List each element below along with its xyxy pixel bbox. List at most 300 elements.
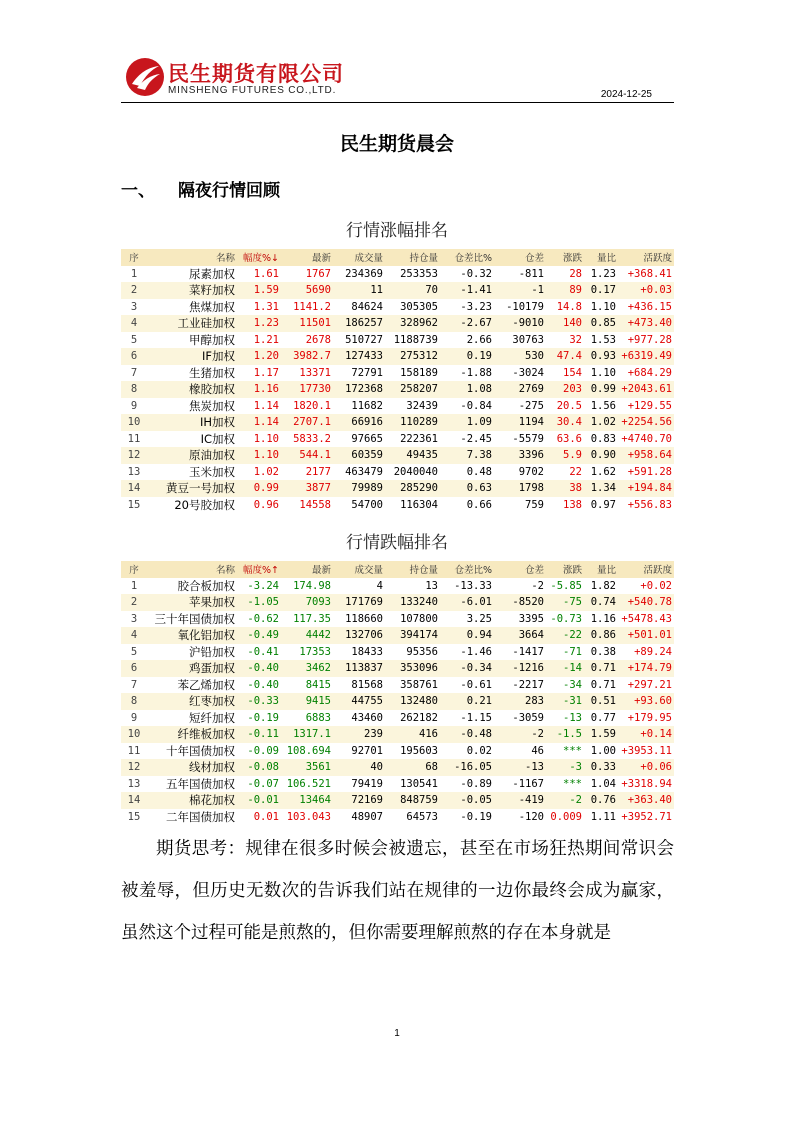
table-cell: -1.88 <box>460 366 492 379</box>
table-cell: 8 <box>130 383 138 396</box>
table-cell: 72791 <box>351 366 383 379</box>
table-cell: -2.67 <box>460 317 492 330</box>
table-cell: 8415 <box>305 678 331 691</box>
table-cell: 1 <box>130 267 138 280</box>
table-cell: +0.14 <box>640 728 672 741</box>
document-title: 民生期货晨会 <box>339 133 454 155</box>
table-cell: +89.24 <box>634 645 672 658</box>
table-cell: 1.17 <box>253 366 279 379</box>
column-header: 持仓量 <box>409 253 438 265</box>
table-cell: -120 <box>518 810 544 823</box>
table-cell: -0.34 <box>460 662 492 675</box>
table-cell: 2.66 <box>466 333 492 346</box>
table-cell: 氧化铝加权 <box>177 628 235 643</box>
table-cell: -1.15 <box>460 711 492 724</box>
table-row <box>121 594 674 611</box>
table-cell: 原油加权 <box>189 448 235 463</box>
table-row <box>121 315 674 332</box>
table-cell: -0.33 <box>247 695 279 708</box>
table-cell: 7093 <box>305 596 331 609</box>
table-cell: 0.63 <box>466 482 492 495</box>
table-cell: 0.76 <box>590 794 616 807</box>
table-cell: 107800 <box>400 612 438 625</box>
table-cell: -2217 <box>512 678 544 691</box>
column-header: 仓差比% <box>454 565 492 577</box>
table-cell: 1.20 <box>253 350 279 363</box>
table-cell: 30763 <box>512 333 544 346</box>
table-cell: 苯乙烯加权 <box>177 677 235 692</box>
table-cell: 生猪加权 <box>189 365 235 380</box>
table-cell: +591.28 <box>627 465 672 478</box>
table-cell: 3 <box>130 300 138 313</box>
table-cell: 3462 <box>305 662 331 675</box>
table-cell: 苹果加权 <box>189 595 235 610</box>
table-cell: +556.83 <box>627 498 672 511</box>
table-cell: 32439 <box>406 399 438 412</box>
table-cell: +0.06 <box>640 761 672 774</box>
column-header: 活跃度 <box>643 565 672 577</box>
table-cell: 63.6 <box>556 432 582 445</box>
table-row <box>121 266 674 283</box>
table-cell: 11 <box>127 432 141 445</box>
table-cell: 2 <box>130 596 138 609</box>
table-cell: 0.02 <box>466 744 492 757</box>
table-cell: +3318.94 <box>621 777 672 790</box>
table-cell: 463479 <box>345 465 383 478</box>
table-cell: 沪铅加权 <box>189 644 235 659</box>
table-cell: -3059 <box>512 711 544 724</box>
table-cell: 154 <box>563 366 582 379</box>
table-cell: +2043.61 <box>621 383 672 396</box>
table-cell: 186257 <box>345 317 383 330</box>
table-cell: +363.40 <box>627 794 672 807</box>
table-cell: 13 <box>127 777 141 790</box>
table-cell: 3.25 <box>466 612 492 625</box>
table-cell: 54700 <box>351 498 383 511</box>
table-cell: 1.02 <box>253 465 279 478</box>
table-cell: 358761 <box>400 678 438 691</box>
company-name-en: MINSHENG FUTURES CO.,LTD. <box>168 85 337 96</box>
table-cell: 0.71 <box>590 662 616 675</box>
table-cell: 3877 <box>305 482 331 495</box>
table-cell: 0.01 <box>253 810 279 823</box>
table-cell: -275 <box>518 399 544 412</box>
table-cell: 纤维板加权 <box>177 727 235 742</box>
table-cell: +3953.11 <box>621 744 672 757</box>
column-header: 量比 <box>596 565 616 577</box>
table-cell: 1.21 <box>253 333 279 346</box>
table-cell: -0.48 <box>460 728 492 741</box>
table-cell: 275312 <box>400 350 438 363</box>
table-cell: 1.04 <box>590 777 616 790</box>
table-row <box>121 497 674 514</box>
table-cell: 14.8 <box>556 300 582 313</box>
table-row <box>121 447 674 464</box>
table-cell: +4740.70 <box>621 432 672 445</box>
table-cell: 0.97 <box>590 498 616 511</box>
table-row <box>121 710 674 727</box>
table-cell: 鸡蛋加权 <box>189 661 235 676</box>
table-cell: 195603 <box>400 744 438 757</box>
table-cell: 110289 <box>400 416 438 429</box>
table-cell: 12 <box>127 761 141 774</box>
gainers-table <box>121 249 674 513</box>
table-cell: 0.94 <box>466 629 492 642</box>
table-cell: 甲醇加权 <box>189 332 235 347</box>
table-row <box>121 299 674 316</box>
table-row <box>121 464 674 481</box>
table-cell: -0.61 <box>460 678 492 691</box>
table-cell: 64573 <box>406 810 438 823</box>
table-cell: 胶合板加权 <box>177 578 235 593</box>
table-header-row <box>121 249 674 266</box>
table-cell: 132706 <box>345 629 383 642</box>
table-cell: 1.61 <box>253 267 279 280</box>
table-row <box>121 743 674 760</box>
table-cell: 60359 <box>351 449 383 462</box>
table-cell: 10 <box>127 416 141 429</box>
table-cell: 17353 <box>299 645 331 658</box>
table-cell: 38 <box>569 482 582 495</box>
table-cell: -3 <box>569 761 582 774</box>
table-cell: 3982.7 <box>293 350 331 363</box>
table-cell: -16.05 <box>454 761 492 774</box>
table-cell: 2177 <box>305 465 331 478</box>
table-cell: +194.84 <box>627 482 672 495</box>
table-cell: 49435 <box>406 449 438 462</box>
table-cell: 17730 <box>299 383 331 396</box>
table-cell: 6883 <box>305 711 331 724</box>
table-cell: 红枣加权 <box>189 694 235 709</box>
table-cell: 1.00 <box>590 744 616 757</box>
table-cell: -14 <box>563 662 582 675</box>
table-cell: 81568 <box>351 678 383 691</box>
table-cell: -6.01 <box>460 596 492 609</box>
table-cell: 2769 <box>518 383 544 396</box>
section-title: 隔夜行情回顾 <box>178 181 280 201</box>
table-cell: 15 <box>127 498 141 511</box>
table-cell: 短纤加权 <box>189 710 235 725</box>
table-cell: 394174 <box>400 629 438 642</box>
table-cell: 510727 <box>345 333 383 346</box>
table-cell: 1.10 <box>590 300 616 313</box>
column-header: 序 <box>129 253 139 265</box>
table-cell: 10 <box>127 728 141 741</box>
table-cell: 0.009 <box>550 810 582 823</box>
table-row <box>121 332 674 349</box>
table-cell: 9702 <box>518 465 544 478</box>
column-header: 最新 <box>311 565 331 577</box>
table-cell: 174.98 <box>293 579 331 592</box>
table-cell: 97665 <box>351 432 383 445</box>
table-cell: 3561 <box>305 761 331 774</box>
table-cell: 47.4 <box>556 350 582 363</box>
losers-table <box>121 561 674 825</box>
table-cell: 15 <box>127 810 141 823</box>
column-header: 名称 <box>215 565 235 577</box>
table-cell: 113837 <box>345 662 383 675</box>
table-cell: +540.78 <box>627 596 672 609</box>
table-cell: 14 <box>127 482 141 495</box>
report-date: 2024-12-25 <box>600 89 652 100</box>
column-header: 量比 <box>596 253 616 265</box>
table-cell: 11 <box>370 284 383 297</box>
table-cell: 1.62 <box>590 465 616 478</box>
table-cell: 5 <box>130 645 138 658</box>
table-cell: -0.32 <box>460 267 492 280</box>
table-cell: 30.4 <box>556 416 582 429</box>
table-cell: 79989 <box>351 482 383 495</box>
column-header: 仓差比% <box>454 253 492 265</box>
column-header: 涨跌 <box>562 565 582 577</box>
table-cell: 1.59 <box>590 728 616 741</box>
table-cell: -13 <box>525 761 544 774</box>
table-cell: +0.02 <box>640 579 672 592</box>
table-cell: 103.043 <box>286 810 331 823</box>
table-cell: 79419 <box>351 777 383 790</box>
column-header: 仓差 <box>524 565 544 577</box>
table-cell: 0.66 <box>466 498 492 511</box>
table-row <box>121 282 674 299</box>
table-cell: 3664 <box>518 629 544 642</box>
table-cell: 0.99 <box>590 383 616 396</box>
table-cell: -1167 <box>512 777 544 790</box>
page-number: 1 <box>394 1028 400 1039</box>
table-cell: -1.05 <box>247 596 279 609</box>
table-cell: 133240 <box>400 596 438 609</box>
table-cell: -1.46 <box>460 645 492 658</box>
table-cell: -0.19 <box>460 810 492 823</box>
table-cell: 二年国债加权 <box>166 809 235 824</box>
table-cell: 2 <box>130 284 138 297</box>
table-cell: -31 <box>563 695 582 708</box>
table-cell: 6 <box>130 350 138 363</box>
table-cell: 0.51 <box>590 695 616 708</box>
table-cell: 530 <box>525 350 544 363</box>
table-cell: -0.73 <box>550 612 582 625</box>
table-cell: 48907 <box>351 810 383 823</box>
table-cell: 130541 <box>400 777 438 790</box>
column-header[interactable]: 幅度%↓ <box>243 253 279 265</box>
table-cell: 1.02 <box>590 416 616 429</box>
table-row <box>121 480 674 497</box>
table-cell: 3395 <box>518 612 544 625</box>
table-cell: 11 <box>127 744 141 757</box>
table-cell: 13464 <box>299 794 331 807</box>
table-cell: 9 <box>130 399 138 412</box>
table-cell: 18433 <box>351 645 383 658</box>
table-cell: 28 <box>569 267 582 280</box>
losers-table-title: 行情跌幅排名 <box>346 533 448 553</box>
table-cell: 尿素加权 <box>189 266 235 281</box>
table-cell: 2678 <box>305 333 331 346</box>
table-cell: -419 <box>518 794 544 807</box>
table-cell: 253353 <box>400 267 438 280</box>
table-cell: -811 <box>518 267 544 280</box>
table-cell: -3.23 <box>460 300 492 313</box>
table-cell: 1.23 <box>253 317 279 330</box>
table-cell: 7 <box>130 366 138 379</box>
column-header: 序 <box>129 565 139 577</box>
table-row <box>121 365 674 382</box>
table-cell: 70 <box>425 284 438 297</box>
table-cell: 0.85 <box>590 317 616 330</box>
table-cell: +6319.49 <box>621 350 672 363</box>
table-row <box>121 431 674 448</box>
table-cell: -3.24 <box>247 579 279 592</box>
table-cell: 8 <box>130 695 138 708</box>
table-cell: 棉花加权 <box>189 793 235 808</box>
table-cell: -5579 <box>512 432 544 445</box>
table-cell: 72169 <box>351 794 383 807</box>
table-cell: +958.64 <box>627 449 672 462</box>
table-cell: -10179 <box>506 300 544 313</box>
table-cell: 22 <box>569 465 582 478</box>
company-name-cn: 民生期货有限公司 <box>168 62 344 86</box>
table-cell: 五年国债加权 <box>166 776 235 791</box>
table-cell: 0.19 <box>466 350 492 363</box>
table-cell: -1 <box>531 284 544 297</box>
table-cell: 0.38 <box>590 645 616 658</box>
table-cell: -1417 <box>512 645 544 658</box>
table-cell: -0.05 <box>460 794 492 807</box>
futures-thought-paragraph: 期货思考：规律在很多时候会被遗忘，甚至在市场狂热期间常识会被羞辱，但历史无数次的告诉我们站在规律的一边你最终会成为赢家，虽然这个过程可能是煎熬的，但你需要理解煎熬的存在本身就是 <box>121 839 674 943</box>
table-cell: -0.89 <box>460 777 492 790</box>
table-cell: 20号胶加权 <box>174 497 235 512</box>
column-header: 持仓量 <box>409 565 438 577</box>
table-cell: 285290 <box>400 482 438 495</box>
table-cell: -0.49 <box>247 629 279 642</box>
table-cell: 1.34 <box>590 482 616 495</box>
column-header[interactable]: 幅度%↑ <box>243 565 279 577</box>
table-cell: 1.08 <box>466 383 492 396</box>
table-cell: 4 <box>376 579 383 592</box>
table-row <box>121 398 674 415</box>
table-cell: 117.35 <box>293 612 331 625</box>
table-cell: -0.84 <box>460 399 492 412</box>
table-cell: +93.60 <box>634 695 672 708</box>
table-cell: -0.08 <box>247 761 279 774</box>
table-row <box>121 693 674 710</box>
table-cell: -2 <box>569 794 582 807</box>
column-header: 成交量 <box>354 253 383 265</box>
table-cell: +436.15 <box>627 300 672 313</box>
table-cell: 1.10 <box>253 449 279 462</box>
table-cell: 13 <box>127 465 141 478</box>
table-cell: 4 <box>130 317 138 330</box>
table-cell: 4442 <box>305 629 331 642</box>
header-divider <box>121 102 674 103</box>
table-row <box>121 348 674 365</box>
table-row <box>121 792 674 809</box>
table-cell: 92701 <box>351 744 383 757</box>
table-cell: 0.93 <box>590 350 616 363</box>
table-cell: 1798 <box>518 482 544 495</box>
table-cell: +3952.71 <box>621 810 672 823</box>
table-cell: 1767 <box>305 267 331 280</box>
table-cell: 十年国债加权 <box>166 743 235 758</box>
table-cell: 0.21 <box>466 695 492 708</box>
table-cell: 759 <box>525 498 544 511</box>
table-cell: 1 <box>130 579 138 592</box>
table-cell: 0.90 <box>590 449 616 462</box>
table-cell: -5.85 <box>550 579 582 592</box>
table-cell: 5.9 <box>563 449 582 462</box>
table-cell: 6 <box>130 662 138 675</box>
column-header: 最新 <box>311 253 331 265</box>
table-cell: 1.14 <box>253 399 279 412</box>
table-cell: 玉米加权 <box>189 464 235 479</box>
table-cell: 0.17 <box>590 284 616 297</box>
table-cell: 1.11 <box>590 810 616 823</box>
table-cell: 127433 <box>345 350 383 363</box>
table-cell: 1.16 <box>253 383 279 396</box>
table-cell: 5 <box>130 333 138 346</box>
table-cell: 158189 <box>400 366 438 379</box>
column-header: 仓差 <box>524 253 544 265</box>
table-cell: -0.09 <box>247 744 279 757</box>
table-cell: +179.95 <box>627 711 672 724</box>
table-cell: 43460 <box>351 711 383 724</box>
table-cell: 0.99 <box>253 482 279 495</box>
table-cell: 橡胶加权 <box>189 382 235 397</box>
table-cell: 172368 <box>345 383 383 396</box>
table-cell: 1.56 <box>590 399 616 412</box>
table-cell: 66916 <box>351 416 383 429</box>
table-cell: 140 <box>563 317 582 330</box>
table-cell: -0.62 <box>247 612 279 625</box>
table-cell: +129.55 <box>627 399 672 412</box>
table-cell: 1188739 <box>393 333 438 346</box>
table-cell: 黄豆一号加权 <box>166 481 235 496</box>
table-cell: 283 <box>525 695 544 708</box>
table-cell: -22 <box>563 629 582 642</box>
table-cell: -0.01 <box>247 794 279 807</box>
table-cell: -1216 <box>512 662 544 675</box>
table-cell: +5478.43 <box>621 612 672 625</box>
table-cell: 3 <box>130 612 138 625</box>
table-cell: -0.11 <box>247 728 279 741</box>
table-row <box>121 414 674 431</box>
column-header: 成交量 <box>354 565 383 577</box>
table-cell: 0.48 <box>466 465 492 478</box>
table-cell: 1.09 <box>466 416 492 429</box>
table-cell: 1.16 <box>590 612 616 625</box>
table-cell: -34 <box>563 678 582 691</box>
table-cell: IC加权 <box>200 431 235 446</box>
table-row <box>121 726 674 743</box>
section-number: 一、 <box>121 181 155 201</box>
table-cell: 84624 <box>351 300 383 313</box>
table-cell: 7.38 <box>466 449 492 462</box>
table-cell: 1.10 <box>253 432 279 445</box>
table-cell: 11682 <box>351 399 383 412</box>
column-header: 名称 <box>215 253 235 265</box>
table-cell: 9 <box>130 711 138 724</box>
table-cell: 13 <box>425 579 438 592</box>
table-cell: -75 <box>563 596 582 609</box>
table-cell: 132480 <box>400 695 438 708</box>
table-cell: 4 <box>130 629 138 642</box>
table-cell: -9010 <box>512 317 544 330</box>
table-row <box>121 677 674 694</box>
table-cell: 353096 <box>400 662 438 675</box>
table-cell: 848759 <box>400 794 438 807</box>
table-cell: 1317.1 <box>293 728 331 741</box>
table-cell: -13 <box>563 711 582 724</box>
table-cell: 416 <box>419 728 438 741</box>
table-cell: 108.694 <box>286 744 331 757</box>
